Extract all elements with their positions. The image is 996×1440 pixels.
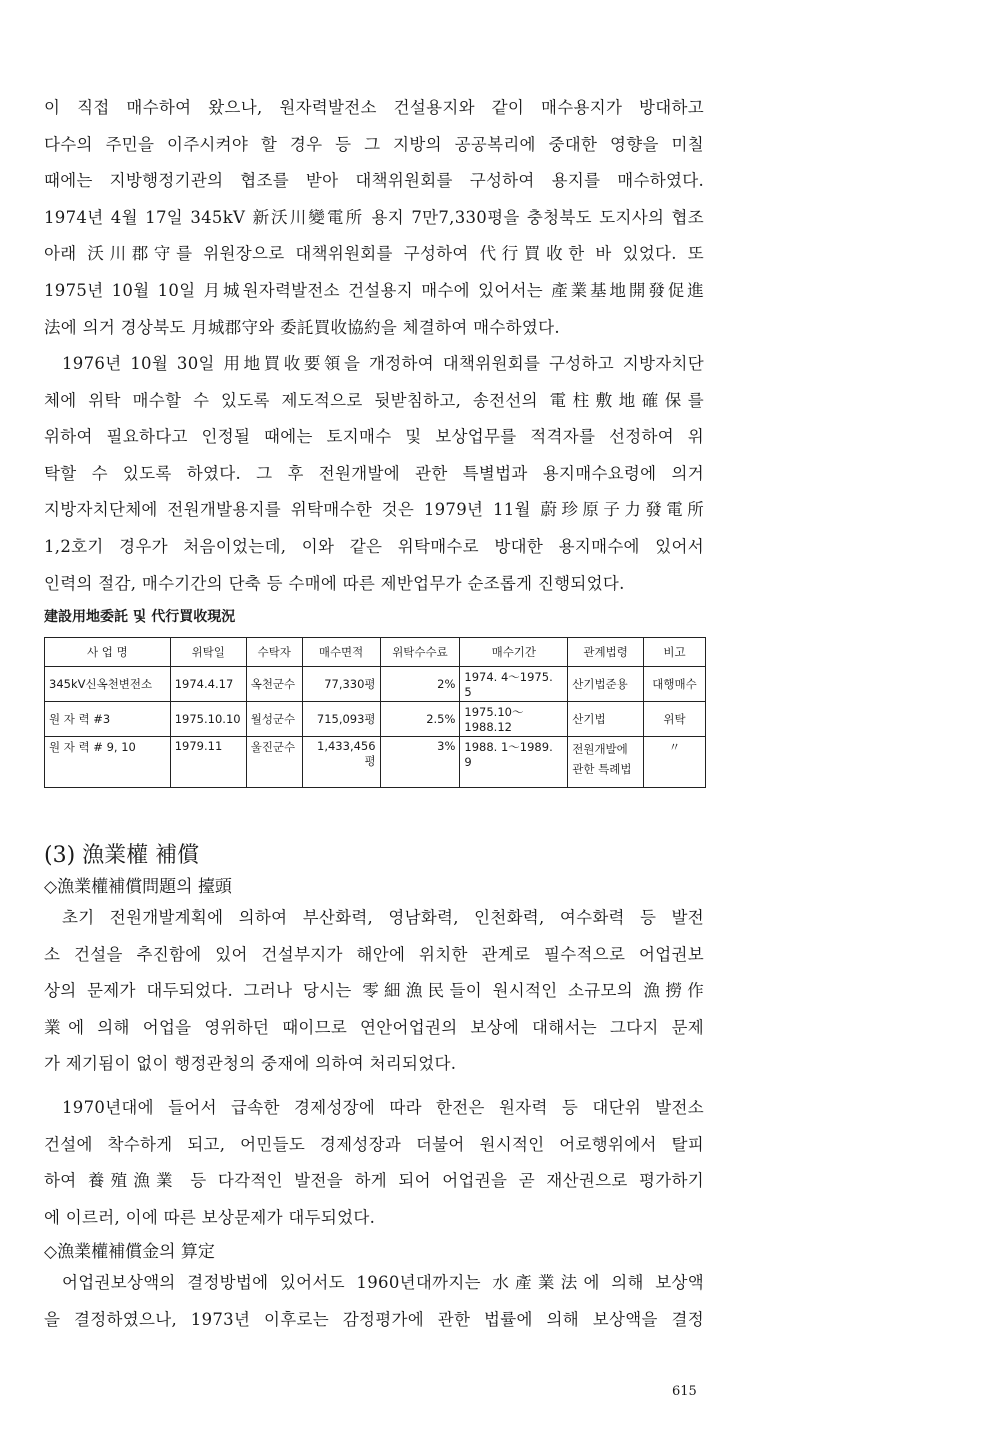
- table-caption: 建設用地委託 및 代行買收現況: [44, 609, 236, 625]
- column-header: 매수면적: [302, 638, 380, 667]
- table-cell: 울진군수: [246, 737, 302, 788]
- table-cell: 1988. 1～1989. 9: [460, 737, 568, 788]
- text-line: 1975년 10월 10일 月城원자력발전소 건설용지 매수에 있어서는 產業基地開發促進: [44, 280, 704, 300]
- text-line: 1974년 4월 17일 345kV 新沃川變電所 용지 7만7,330평을 충청북도 도지사의 협조: [44, 207, 704, 227]
- text-line: 하여 養殖漁業 등 다각적인 발전을 하게 되어 어업권을 곧 재산권으로 평가하기: [44, 1171, 704, 1191]
- text-line: 어업권보상액의 결정방법에 있어서도 1960년대까지는 水產業法에 의해 보상액: [62, 1273, 704, 1292]
- section-heading: (3) 漁業權 補償: [44, 843, 200, 868]
- paragraph-5: [44, 1265, 704, 1338]
- paragraph-3: [44, 900, 704, 1083]
- text-line: 건설에 착수하게 되고, 어민들도 경제성장과 더불어 원시적인 어로행위에서 탈피: [44, 1134, 704, 1154]
- text-line: 業에 의해 어업을 영위하던 때이므로 연안어업권의 보상에 대해서는 그다지 문제: [44, 1017, 704, 1037]
- column-header: 위탁수수료: [380, 638, 460, 667]
- table-cell: 위탁: [644, 702, 706, 737]
- text-line: 지방자치단체에 전원개발용지를 위탁매수한 것은 1979년 11월 蔚珍原子力發電所: [44, 500, 704, 520]
- column-header: 수탁자: [246, 638, 302, 667]
- table-cell: 산기법: [568, 702, 644, 737]
- table-cell: 산기법준용: [568, 667, 644, 702]
- table-cell: 345kV신옥천변전소: [45, 667, 171, 702]
- text-line: 아래 沃川郡守를 위원장으로 대책위원회를 구성하여 代行買收한 바 있었다. 또: [44, 244, 704, 264]
- table-cell: 옥천군수: [246, 667, 302, 702]
- text-line: 1976년 10월 30일 用地買收要領을 개정하여 대책위원회를 구성하고 지방자치단: [62, 354, 704, 373]
- table-cell: 〃: [644, 737, 706, 788]
- subheading-second: ◇漁業權補償金의 算定: [44, 1242, 215, 1262]
- table-row: [45, 667, 706, 702]
- text-line: 상의 문제가 대두되었다. 그러나 당시는 零細漁民들이 원시적인 소규모의 漁撈作: [44, 981, 704, 1001]
- table-cell: 1979.11: [170, 737, 246, 788]
- table-cell: 77,330평: [302, 667, 380, 702]
- text-line: 이 직접 매수하여 왔으나, 원자력발전소 건설용지와 같이 매수용지가 방대하고: [44, 98, 704, 117]
- table-cell: 원 자 력 # 9, 10: [45, 737, 171, 788]
- subheading-first: ◇漁業權補償問題의 擡頭: [44, 877, 232, 897]
- text-line: 1970년대에 들어서 급속한 경제성장에 따라 한전은 원자력 등 대단위 발전소: [62, 1098, 704, 1117]
- table-cell: 1974.4.17: [170, 667, 246, 702]
- table-row: [45, 702, 706, 737]
- paragraph-1: [44, 90, 704, 346]
- table-cell: 1974. 4～1975. 5: [460, 667, 568, 702]
- text-line: 소 건설을 추진함에 있어 건설부지가 해안에 위치한 관계로 필수적으로 어업권보: [44, 944, 704, 964]
- table-cell: 1,433,456평: [302, 737, 380, 788]
- table-cell: 3%: [380, 737, 460, 788]
- text-line: 때에는 지방행정기관의 협조를 받아 대책위원회를 구성하여 용지를 매수하였다.: [44, 171, 704, 191]
- paragraph-4: [44, 1090, 704, 1236]
- table-cell: 대행매수: [644, 667, 706, 702]
- column-header: 비고: [644, 638, 706, 667]
- purchase-status-table: [44, 637, 706, 788]
- page-number: 615: [672, 1384, 697, 1399]
- table-cell: 1975.10～1988.12: [460, 702, 568, 737]
- table-cell: 715,093평: [302, 702, 380, 737]
- table-cell: 1975.10.10: [170, 702, 246, 737]
- text-line: 초기 전원개발계획에 의하여 부산화력, 영남화력, 인천화력, 여수화력 등 발전: [62, 908, 704, 927]
- table-row: [45, 737, 706, 788]
- text-line: 인력의 절감, 매수기간의 단축 등 수매에 따른 제반업무가 순조롭게 진행되었다.: [44, 573, 625, 593]
- table-header-row: [45, 638, 706, 667]
- table-cell: 전원개발에 관한 특례법: [568, 737, 644, 788]
- column-header: 위탁일: [170, 638, 246, 667]
- paragraph-2: [44, 346, 704, 602]
- text-line: 에 이르러, 이에 따른 보상문제가 대두되었다.: [44, 1207, 376, 1227]
- text-line: 위하여 필요하다고 인정될 때에는 토지매수 및 보상업무를 적격자를 선정하여 위: [44, 427, 704, 447]
- column-header: 매수기간: [460, 638, 568, 667]
- table-cell: 2%: [380, 667, 460, 702]
- text-line: 1,2호기 경우가 처음이었는데, 이와 같은 위탁매수로 방대한 용지매수에 있어서: [44, 536, 704, 556]
- table-cell: 원 자 력 #3: [45, 702, 171, 737]
- text-line: 法에 의거 경상북도 月城郡守와 委託買收協約을 체결하여 매수하였다.: [44, 317, 560, 337]
- text-line: 체에 위탁 매수할 수 있도록 제도적으로 뒷받침하고, 송전선의 電柱敷地確保를: [44, 390, 704, 410]
- column-header: 사 업 명: [45, 638, 171, 667]
- text-line: 탁할 수 있도록 하였다. 그 후 전원개발에 관한 특별법과 용지매수요령에 의거: [44, 463, 704, 483]
- text-line: 다수의 주민을 이주시켜야 할 경우 등 그 지방의 공공복리에 중대한 영향을 미칠: [44, 134, 704, 154]
- column-header: 관계법령: [568, 638, 644, 667]
- table-cell: 2.5%: [380, 702, 460, 737]
- text-line: 가 제기됨이 없이 행정관청의 중재에 의하여 처리되었다.: [44, 1054, 457, 1074]
- text-line: 을 결정하였으나, 1973년 이후로는 감정평가에 관한 법률에 의해 보상액을 결정: [44, 1309, 704, 1329]
- table-cell: 월성군수: [246, 702, 302, 737]
